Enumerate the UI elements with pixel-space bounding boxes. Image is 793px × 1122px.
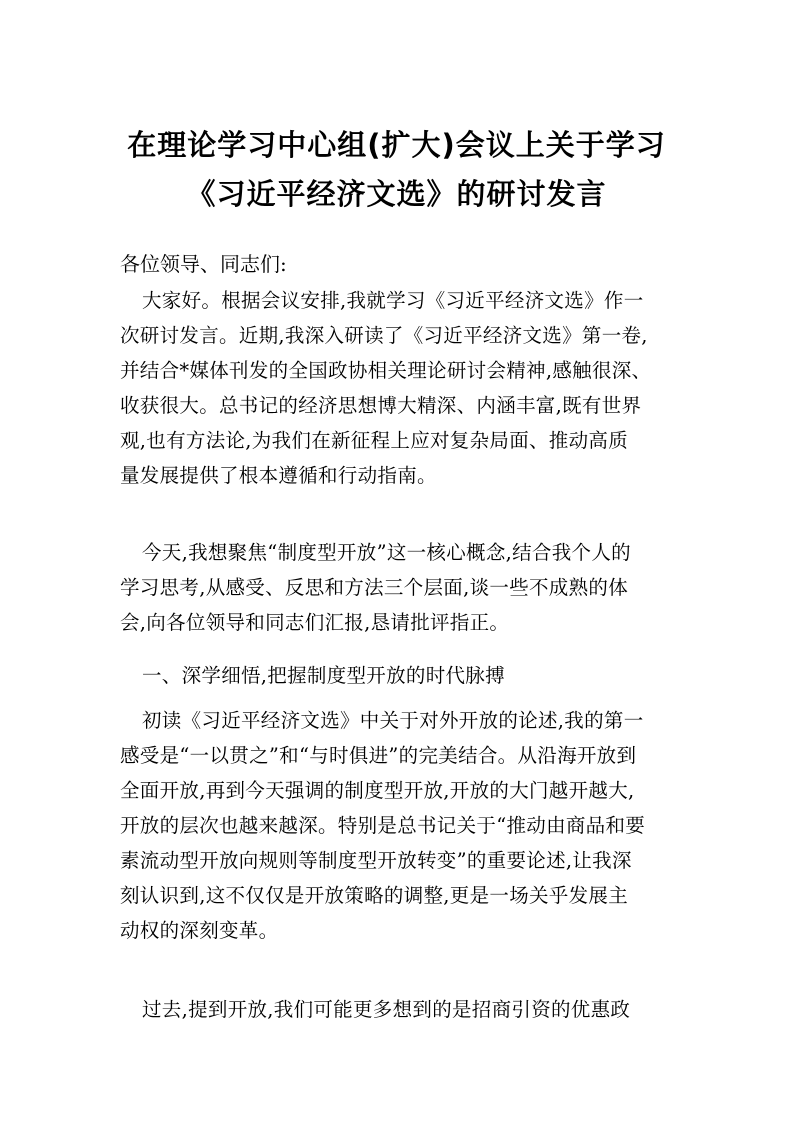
paragraph-line: 次研讨发言。近期,我深入研读了《习近平经济文选》第一卷, xyxy=(120,324,648,347)
paragraph-line: 会,向各位领导和同志们汇报,恳请批评指正。 xyxy=(120,611,510,634)
paragraph-line: 量发展提供了根本遵循和行动指南。 xyxy=(120,464,437,487)
paragraph-line: 动权的深刻变革。 xyxy=(120,919,279,942)
paragraph-line: 观,也有方法论,为我们在新征程上应对复杂局面、推动高质 xyxy=(120,429,628,452)
document-title-line-1: 在理论学习中心组(扩大)会议上关于学习 xyxy=(127,128,666,162)
paragraph-line: 初读《习近平经济文选》中关于对外开放的论述,我的第一 xyxy=(142,709,644,732)
paragraph-1 xyxy=(120,283,680,493)
paragraph-line: 感受是“一以贯之”和“与时俱进”的完美结合。从沿海开放到 xyxy=(120,744,637,767)
paragraph-4 xyxy=(120,992,680,1027)
paragraph-line: 开放的层次也越来越深。特别是总书记关于“推动由商品和要 xyxy=(120,814,646,837)
document-title-line-2: 《习近平经济文选》的研讨发言 xyxy=(186,177,607,211)
paragraph-line: 今天,我想聚焦“制度型开放”这一核心概念,结合我个人的 xyxy=(142,541,631,564)
paragraph-line: 并结合*媒体刊发的全国政协相关理论研讨会精神,感触很深、 xyxy=(120,359,652,382)
paragraph-line: 素流动型开放向规则等制度型开放转变”的重要论述,让我深 xyxy=(120,849,632,872)
paragraph-line: 大家好。根据会议安排,我就学习《习近平经济文选》作一 xyxy=(142,289,644,312)
paragraph-line: 全面开放,再到今天强调的制度型开放,开放的大门越开越大, xyxy=(120,779,635,802)
section-heading-text: 一、深学细悟,把握制度型开放的时代脉搏 xyxy=(142,664,505,687)
salutation: 各位领导、同志们: xyxy=(120,252,287,276)
paragraph-line: 刻认识到,这不仅仅是开放策略的调整,更是一场关乎发展主 xyxy=(120,884,628,907)
paragraph-2 xyxy=(120,535,680,640)
paragraph-line: 收获很大。总书记的经济思想博大精深、内涵丰富,既有世界 xyxy=(120,394,642,417)
paragraph-line: 学习思考,从感受、反思和方法三个层面,谈一些不成熟的体 xyxy=(120,576,628,599)
section-heading-1 xyxy=(120,658,680,693)
paragraph-3 xyxy=(120,703,680,948)
paragraph-line: 过去,提到开放,我们可能更多想到的是招商引资的优惠政 xyxy=(142,998,631,1021)
